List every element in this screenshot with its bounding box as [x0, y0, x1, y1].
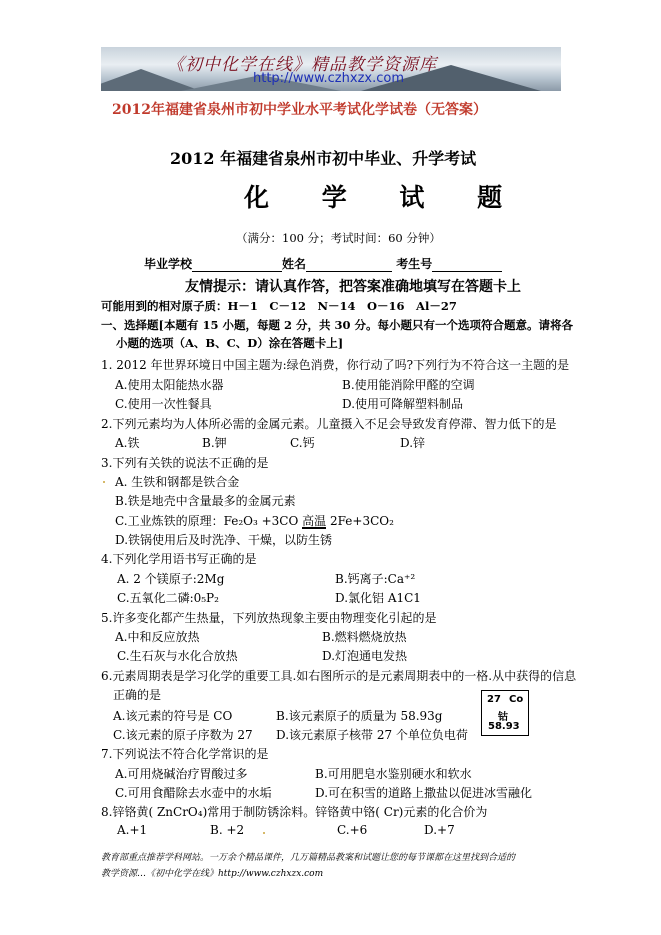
subject-title: 化 学 试 题: [244, 183, 525, 212]
q8-stem: 8.锌铬黄( ZnCrO₄)常用于制防锈涂料。锌铬黄中铬( Cr)元素的化合价为: [101, 805, 488, 819]
q4-option-a: A. 2 个镁原子:2Mg: [117, 572, 225, 586]
q1-stem: 1. 2012 年世界环境日中国主题为:绿色消费，你行动了吗?下列行为不符合这一主题的是: [101, 358, 570, 372]
banner-title: 《初中化学在线》精品教学资源库: [167, 55, 437, 75]
school-blank: [192, 259, 282, 272]
q3-option-d: D.铁锅使用后及时洗净、干燥，以防生锈: [115, 533, 333, 547]
q3-option-c-lhs: C.工业炼铁的原理：Fe₂O₃ +3CO: [115, 514, 299, 528]
q2-option-b: B.钾: [202, 436, 227, 450]
q4-stem: 4.下列化学用语书写正确的是: [101, 552, 257, 566]
q7-stem: 7.下列说法不符合化学常识的是: [101, 747, 269, 761]
q2-option-c: C.钙: [290, 436, 315, 450]
q3-option-a: A. 生铁和钢都是铁合金: [115, 475, 240, 489]
banner-url[interactable]: http://www.czhxzx.com: [253, 71, 404, 86]
q4-option-d: D.氯化铝 A1C1: [335, 591, 421, 605]
q7-option-d: D.可在积雪的道路上撒盐以促进冰雪融化: [315, 786, 533, 800]
q3-reaction-condition: 高温: [302, 514, 327, 528]
q3-stem: 3.下列有关铁的说法不正确的是: [101, 456, 269, 470]
decorative-dot: [103, 481, 105, 483]
q1-option-a: A.使用太阳能热水器: [115, 378, 224, 392]
score-info: （满分：100 分；考试时间：60 分钟）: [236, 231, 441, 245]
name-blank: [306, 259, 392, 272]
section-heading: 一、选择题[本题有 15 小题，每题 2 分，共 30 分。每小题只有一个选项符合题意。请将各: [101, 318, 573, 332]
atomic-mass: 58.93: [488, 721, 520, 732]
section-heading-cont: 小题的选项（A、B、C、D）涂在答题卡上]: [116, 336, 344, 350]
atomic-number: 27: [487, 694, 501, 705]
q8-option-c: C.+6: [337, 823, 368, 837]
q6-option-d: D.该元素原子核带 27 个单位负电荷: [276, 728, 468, 742]
q3-option-b: B.铁是地壳中含量最多的金属元素: [115, 494, 296, 508]
q6-option-b: B.该元素原子的质量为 58.93g: [276, 709, 443, 723]
q1-option-b: B.使用能消除甲醛的空调: [342, 378, 475, 392]
q2-option-a: A.铁: [115, 436, 140, 450]
q7-option-b: B.可用肥皂水鉴别硬水和软水: [315, 767, 472, 781]
decorative-dot: [263, 832, 265, 834]
school-label: 毕业学校: [144, 257, 193, 271]
q4-option-b: B.钙离子:Ca⁺²: [335, 572, 416, 586]
q8-option-b: B. +2: [210, 823, 245, 837]
q6-stem: 6.元素周期表是学习化学的重要工具.如右图所示的是元素周期表中的一格.从中获得的信息: [101, 669, 577, 683]
q7-option-c: C.可用食醋除去水壶中的水垢: [115, 786, 272, 800]
q2-option-d: D.锌: [400, 436, 426, 450]
number-blank: [432, 259, 502, 272]
header-banner: [101, 47, 561, 91]
q8-option-d: D.+7: [424, 823, 455, 837]
info-fields: [144, 255, 502, 272]
element-name: 钴: [498, 712, 508, 723]
q6-stem-cont: 正确的是: [113, 688, 162, 702]
q5-option-a: A.中和反应放热: [115, 630, 200, 644]
q5-option-b: B.燃料燃烧放热: [322, 630, 407, 644]
periodic-table-cell: [481, 690, 529, 736]
q5-option-d: D.灯泡通电发热: [322, 649, 408, 663]
footer: [101, 850, 571, 882]
q5-option-c: C.生石灰与水化合放热: [117, 649, 238, 663]
number-label: 考生号: [396, 257, 433, 271]
exam-title: 2012 年福建省泉州市初中毕业、升学考试: [170, 149, 477, 168]
q5-stem: 5.许多变化都产生热量，下列放热现象主要由物理变化引起的是: [101, 611, 437, 625]
q6-option-a: A.该元素的符号是 CO: [113, 709, 233, 723]
doc-title: 2012年福建省泉州市初中学业水平考试化学试卷（无答案）: [112, 102, 487, 118]
footer-line-1: 教育部重点推荐学科网站。一万余个精品课件，几万篇精品教案和试题让您的每节课都在这里找到合适的: [101, 853, 516, 863]
footer-line-2: 教学资源…《初中化学在线》http://www.czhxzx.com: [101, 869, 324, 879]
element-symbol: Co: [509, 694, 524, 705]
q8-option-a: A.+1: [117, 823, 148, 837]
q3-option-c-rhs: 2Fe+3CO₂: [330, 514, 394, 528]
q4-option-c: C.五氧化二磷:0₅P₂: [117, 591, 219, 605]
q1-option-d: D.使用可降解塑料制品: [342, 397, 464, 411]
reminder: 友情提示：请认真作答，把答案准确地填写在答题卡上: [185, 279, 521, 295]
name-label: 姓名: [282, 257, 307, 271]
q3-option-c: [115, 512, 394, 529]
atomic-masses: 可能用到的相对原子质：H－1 C－12 N－14 O－16 Al－27: [101, 299, 457, 313]
q1-option-c: C.使用一次性餐具: [115, 397, 212, 411]
q7-option-a: A.可用烧碱治疗胃酸过多: [115, 767, 248, 781]
q2-stem: 2.下列元素均为人体所必需的金属元素。儿童摄入不足会导致发育停滞、智力低下的是: [101, 417, 557, 431]
q6-option-c: C.该元素的原子序数为 27: [113, 728, 253, 742]
